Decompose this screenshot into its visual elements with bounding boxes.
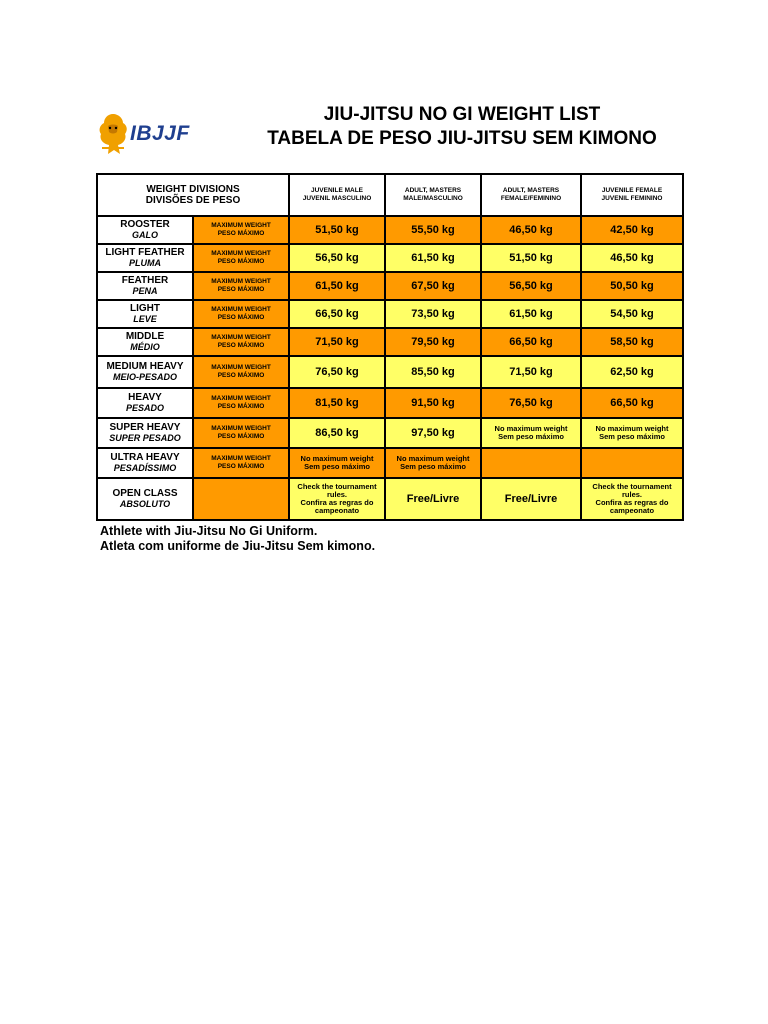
table-header-row xyxy=(97,174,683,216)
free-livre: Free/Livre xyxy=(481,478,581,520)
division-name: ULTRA HEAVY PESADÍSSIMO xyxy=(97,448,193,478)
weight-value: 76,50 kg xyxy=(481,388,581,418)
table-row-light-feather xyxy=(97,244,683,272)
title-english: JIU-JITSU NO GI WEIGHT LIST xyxy=(323,104,601,125)
table-row-light xyxy=(97,300,683,328)
division-name: HEAVY PESADO xyxy=(97,388,193,418)
no-max-weight: No maximum weight Sem peso máximo xyxy=(289,448,385,478)
weight-value: 46,50 kg xyxy=(481,216,581,244)
weight-value: 61,50 kg xyxy=(481,300,581,328)
division-name: ROOSTER GALO xyxy=(97,216,193,244)
weight-value: 71,50 kg xyxy=(289,328,385,356)
table-row-rooster xyxy=(97,216,683,244)
weight-value: 61,50 kg xyxy=(385,244,481,272)
weight-value: 62,50 kg xyxy=(581,356,683,388)
max-weight-label: MAXIMUM WEIGHT PESO MÁXIMO xyxy=(193,356,289,388)
weight-value: 56,50 kg xyxy=(289,244,385,272)
header-juvenile-female: JUVENILE FEMALE JUVENIL FEMININO xyxy=(581,174,683,216)
weight-value: 67,50 kg xyxy=(385,272,481,300)
division-name: SUPER HEAVY SUPER PESADO xyxy=(97,418,193,448)
max-weight-label: MAXIMUM WEIGHT PESO MÁXIMO xyxy=(193,448,289,478)
division-name: MEDIUM HEAVY MEIO-PESADO xyxy=(97,356,193,388)
max-weight-label: MAXIMUM WEIGHT PESO MÁXIMO xyxy=(193,388,289,418)
weight-value: 46,50 kg xyxy=(581,244,683,272)
weight-value: 91,50 kg xyxy=(385,388,481,418)
division-name: MIDDLE MÉDIO xyxy=(97,328,193,356)
check-rules-note: Check the tournament rules. Confira as regras do campeonato xyxy=(289,478,385,520)
max-weight-label: MAXIMUM WEIGHT PESO MÁXIMO xyxy=(193,418,289,448)
empty-cell xyxy=(193,478,289,520)
weight-value: 66,50 kg xyxy=(581,388,683,418)
weight-value: 79,50 kg xyxy=(385,328,481,356)
weight-value: 61,50 kg xyxy=(289,272,385,300)
title-portuguese: TABELA DE PESO JIU-JITSU SEM KIMONO xyxy=(267,128,657,149)
weight-value: 51,50 kg xyxy=(289,216,385,244)
weight-value: 73,50 kg xyxy=(385,300,481,328)
header-adult-female: ADULT, MASTERS FEMALE/FEMININO xyxy=(481,174,581,216)
division-name: FEATHER PENA xyxy=(97,272,193,300)
table-row-feather xyxy=(97,272,683,300)
weight-value: 97,50 kg xyxy=(385,418,481,448)
max-weight-label: MAXIMUM WEIGHT PESO MÁXIMO xyxy=(193,216,289,244)
division-name: LIGHT FEATHER PLUMA xyxy=(97,244,193,272)
table-row-medium-heavy xyxy=(97,356,683,388)
logo-wordmark: IBJJF xyxy=(130,122,190,145)
weight-value: 66,50 kg xyxy=(481,328,581,356)
table-row-open-class xyxy=(97,478,683,520)
page-title xyxy=(232,103,692,151)
weight-value: 85,50 kg xyxy=(385,356,481,388)
no-max-weight: No maximum weight Sem peso máximo xyxy=(481,418,581,448)
empty-cell xyxy=(581,448,683,478)
division-name: OPEN CLASS ABSOLUTO xyxy=(97,478,193,520)
division-name: LIGHT LEVE xyxy=(97,300,193,328)
uniform-note-portuguese: Atleta com uniforme de Jiu-Jitsu Sem kimono. xyxy=(100,539,376,553)
max-weight-label: MAXIMUM WEIGHT PESO MÁXIMO xyxy=(193,300,289,328)
table-row-heavy xyxy=(97,388,683,418)
weight-value: 54,50 kg xyxy=(581,300,683,328)
lion-icon xyxy=(96,112,130,156)
weight-value: 71,50 kg xyxy=(481,356,581,388)
header-juvenile-male: JUVENILE MALE JUVENIL MASCULINO xyxy=(289,174,385,216)
weight-value: 50,50 kg xyxy=(581,272,683,300)
weight-value: 76,50 kg xyxy=(289,356,385,388)
free-livre: Free/Livre xyxy=(385,478,481,520)
weight-value: 56,50 kg xyxy=(481,272,581,300)
table-row-ultra-heavy xyxy=(97,448,683,478)
check-rules-note: Check the tournament rules. Confira as regras do campeonato xyxy=(581,478,683,520)
no-max-weight: No maximum weight Sem peso máximo xyxy=(385,448,481,478)
weight-value: 81,50 kg xyxy=(289,388,385,418)
ibjjf-logo xyxy=(96,110,216,160)
max-weight-label: MAXIMUM WEIGHT PESO MÁXIMO xyxy=(193,272,289,300)
header-weight-divisions: WEIGHT DIVISIONS DIVISÕES DE PESO xyxy=(97,174,289,216)
weight-value: 58,50 kg xyxy=(581,328,683,356)
header-adult-male: ADULT, MASTERS MALE/MASCULINO xyxy=(385,174,481,216)
weight-table xyxy=(96,173,684,521)
weight-value: 66,50 kg xyxy=(289,300,385,328)
table-row-middle xyxy=(97,328,683,356)
uniform-note-english: Athlete with Jiu-Jitsu No Gi Uniform. xyxy=(100,524,318,538)
weight-value: 86,50 kg xyxy=(289,418,385,448)
max-weight-label: MAXIMUM WEIGHT PESO MÁXIMO xyxy=(193,244,289,272)
weight-value: 42,50 kg xyxy=(581,216,683,244)
uniform-note xyxy=(100,524,375,554)
weight-value: 51,50 kg xyxy=(481,244,581,272)
no-max-weight: No maximum weight Sem peso máximo xyxy=(581,418,683,448)
max-weight-label: MAXIMUM WEIGHT PESO MÁXIMO xyxy=(193,328,289,356)
table-row-super-heavy xyxy=(97,418,683,448)
weight-value: 55,50 kg xyxy=(385,216,481,244)
empty-cell xyxy=(481,448,581,478)
